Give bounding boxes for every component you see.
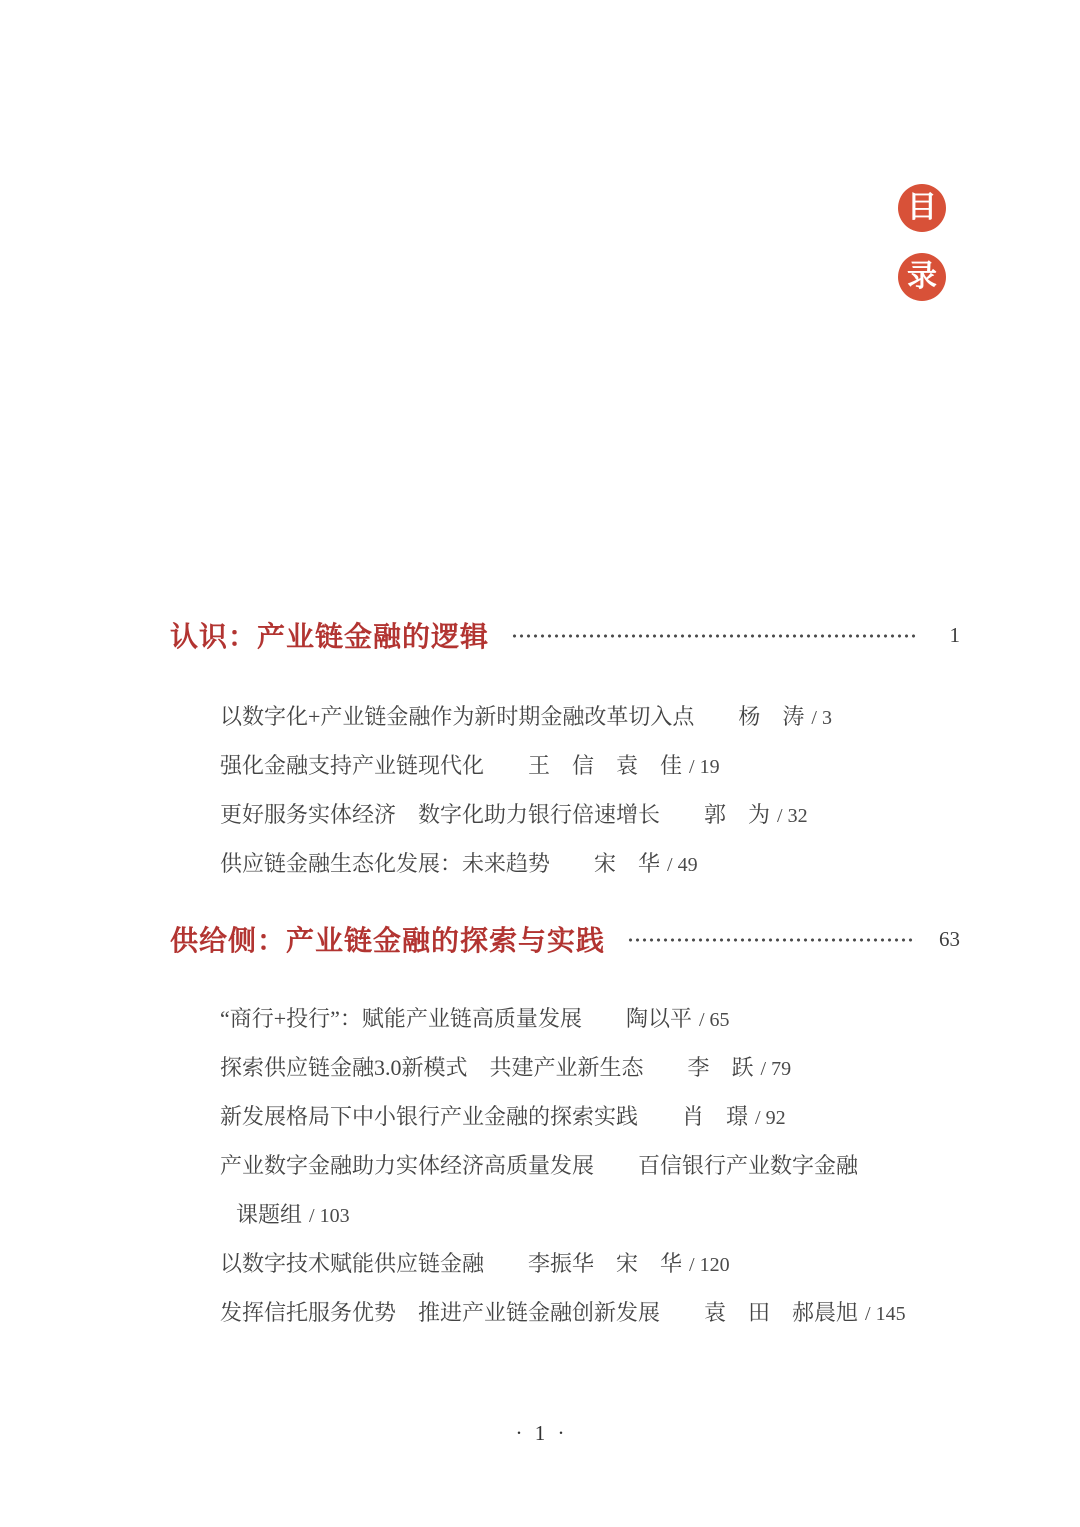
entry-page-number: / 3 [811,707,832,729]
entry-page-number: / 32 [777,805,808,827]
toc-entry [220,1142,960,1191]
section-title: 供给侧：产业链金融的探索与实践 [170,926,606,957]
badge-char-lu: 录 [898,253,946,301]
entry-title: 供应链金融生态化发展：未来趋势 宋 华 [220,851,661,876]
entry-page-number: / 19 [689,756,720,778]
entry-title: 更好服务实体经济 数字化助力银行倍速增长 郭 为 [220,802,771,827]
page-number-footer: · 1 · [515,1421,565,1445]
entry-title: “商行+投行”：赋能产业链高质量发展 陶以平 [220,1006,692,1031]
entry-page-number: / 145 [865,1303,906,1325]
section-entries-1 [220,693,960,889]
section-title: 认识：产业链金融的逻辑 [170,622,490,653]
toc-entry [220,791,960,840]
dot-leader [511,633,916,639]
section-page-number: 63 [939,926,960,951]
entry-page-number: / 103 [309,1205,350,1227]
entry-page-number: / 79 [760,1058,792,1080]
section-page-number: 1 [949,622,960,647]
entry-page-number: / 120 [689,1254,730,1276]
entry-title: 课题组 [236,1202,303,1227]
toc-entry [220,742,960,791]
entry-title: 以数字技术赋能供应链金融 李振华 宋 华 [220,1251,683,1276]
toc-entry [220,840,960,889]
toc-entry [220,995,960,1044]
toc-entry-continuation [220,1191,960,1240]
toc-entry [220,1044,960,1093]
section-entries-2 [220,995,960,1338]
entry-title: 以数字化+产业链金融作为新时期金融改革切入点 杨 涛 [220,704,805,729]
toc-entry [220,1093,960,1142]
entry-page-number: / 92 [755,1107,786,1129]
entry-title: 新发展格局下中小银行产业金融的探索实践 肖 璟 [220,1104,749,1129]
entry-page-number: / 49 [667,854,698,876]
section-heading-1 [170,615,960,655]
toc-entry [220,1289,960,1338]
toc-entry [220,693,960,742]
section-heading-2 [170,919,960,959]
toc-corner-badge [898,184,946,301]
entry-page-number: / 65 [698,1009,730,1031]
dot-leader [627,937,916,943]
toc-entry [220,1240,960,1289]
badge-char-mu: 目 [898,184,946,232]
entry-title: 探索供应链金融3.0新模式 共建产业新生态 李 跃 [220,1055,754,1080]
entry-title: 发挥信托服务优势 推进产业链金融创新发展 袁 田 郝晨旭 [220,1300,859,1325]
entry-title: 强化金融支持产业链现代化 王 信 袁 佳 [220,753,683,778]
toc-content [170,615,960,1338]
entry-title: 产业数字金融助力实体经济高质量发展 百信银行产业数字金融 [220,1153,859,1178]
